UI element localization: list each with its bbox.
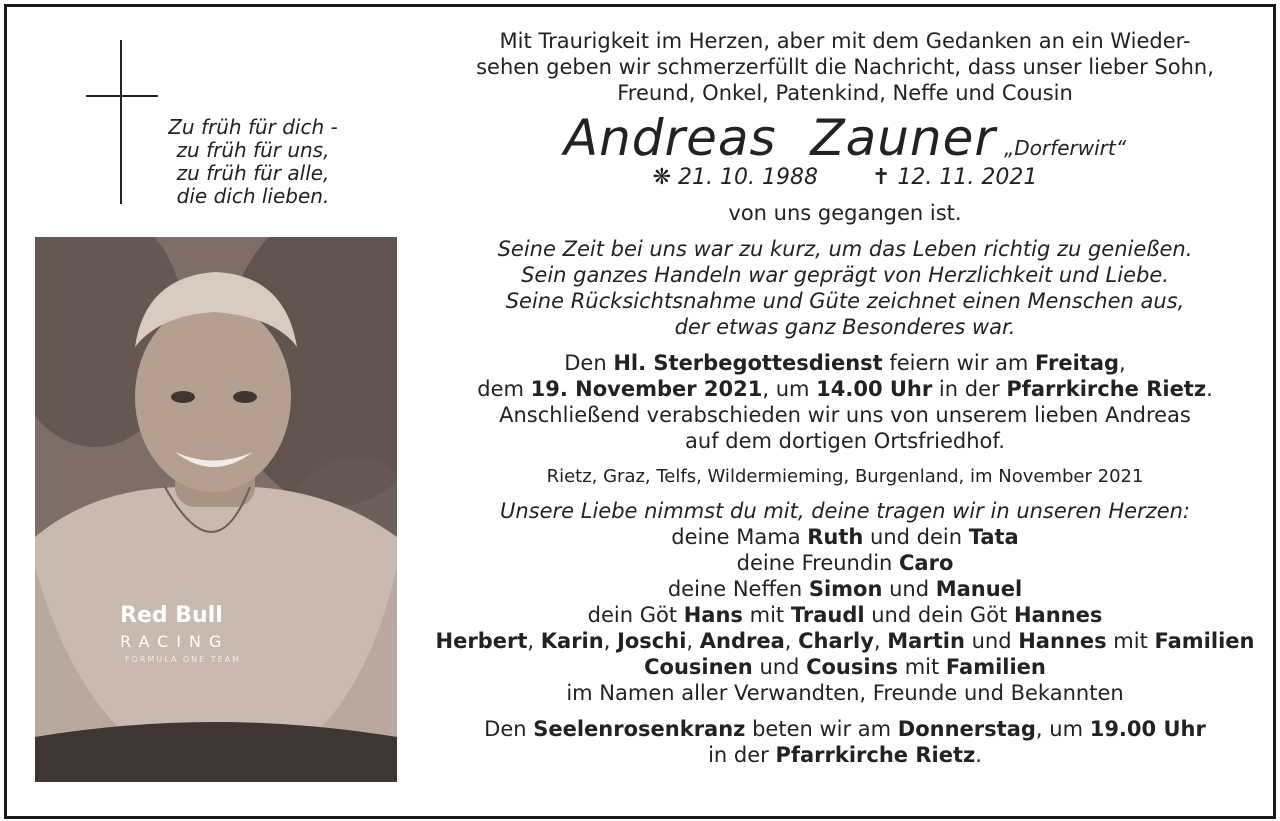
- birth-star-icon: ❋: [652, 165, 672, 190]
- portrait-photo: [35, 237, 397, 782]
- mourner-line: dein Göt Hans mit Traudl und dein Göt Hannes: [587, 603, 1103, 627]
- birth-date: 21. 10. 1988: [678, 165, 818, 190]
- death-cross-icon: ✝: [872, 165, 891, 190]
- deceased-nickname: „Dorferwirt“: [1003, 136, 1127, 160]
- quote-line: Seine Rücksichtsnahme und Güte zeichnet einen Menschen aus,: [505, 289, 1185, 313]
- mourners-intro: Unsere Liebe nimmst du mit, deine tragen wir in unseren Herzen:: [499, 499, 1191, 523]
- rosary-line: Den Seelenrosenkranz beten wir am Donnerstag, um 19.00 Uhr: [484, 717, 1206, 741]
- quote-line: der etwas ganz Besonderes war.: [674, 315, 1016, 339]
- motto: [148, 116, 358, 208]
- cross-icon-horizontal: [86, 95, 158, 97]
- quote-line: Sein ganzes Handeln war geprägt von Herzlichkeit und Liebe.: [521, 263, 1169, 287]
- mourner-line: deine Mama Ruth und dein Tata: [671, 525, 1019, 549]
- intro-line: Mit Traurigkeit im Herzen, aber mit dem Gedanken an ein Wieder-: [499, 29, 1191, 53]
- motto-line: zu früh für alle,: [176, 161, 330, 185]
- mourner-line: deine Freundin Caro: [736, 551, 954, 575]
- death-date: 12. 11. 2021: [897, 165, 1038, 190]
- service-line: Anschließend verabschieden wir uns von unserem lieben Andreas: [499, 403, 1191, 427]
- service-line: dem 19. November 2021, um 14.00 Uhr in der Pfarrkirche Rietz.: [477, 377, 1213, 401]
- mourner-line: im Namen aller Verwandten, Freunde und Bekannten: [566, 681, 1124, 705]
- notice-text: [420, 28, 1270, 768]
- deceased-name: Andreas Zauner: [563, 109, 996, 167]
- name-row: [420, 109, 1270, 167]
- rosary: [420, 716, 1270, 768]
- mourner-line: Herbert, Karin, Joschi, Andrea, Charly, Martin und Hannes mit Familien: [435, 629, 1255, 653]
- mourners: [420, 498, 1270, 706]
- funeral-service: [420, 350, 1270, 454]
- motto-line: die dich lieben.: [176, 184, 330, 208]
- shirt-team-text: FORMULA ONE TEAM: [125, 655, 242, 664]
- place-date: Rietz, Graz, Telfs, Wildermieming, Burgenland, im November 2021: [546, 466, 1144, 487]
- service-line: Den Hl. Sterbegottesdienst feiern wir am Freitag,: [564, 351, 1126, 375]
- rosary-line: in der Pfarrkirche Rietz.: [708, 743, 982, 767]
- motto-line: zu früh für uns,: [176, 138, 330, 162]
- cross-icon-vertical: [120, 40, 122, 204]
- portrait-illustration: [35, 237, 397, 782]
- mourner-line: Cousinen und Cousins mit Familien: [644, 655, 1046, 679]
- intro-line: Freund, Onkel, Patenkind, Neffe und Cousin: [617, 81, 1073, 105]
- shirt-racing-text: RACING: [120, 632, 230, 651]
- quote: [420, 236, 1270, 340]
- mourner-line: deine Neffen Simon und Manuel: [667, 577, 1023, 601]
- service-line: auf dem dortigen Ortsfriedhof.: [685, 429, 1005, 453]
- gone-line: von uns gegangen ist.: [728, 201, 962, 225]
- motto-line: Zu früh für dich -: [168, 115, 338, 139]
- shirt-logo-text: Red Bull: [120, 603, 223, 628]
- life-dates: [420, 164, 1270, 192]
- intro-line: sehen geben wir schmerzerfüllt die Nachricht, dass unser lieber Sohn,: [476, 55, 1214, 79]
- quote-line: Seine Zeit bei uns war zu kurz, um das Leben richtig zu genießen.: [497, 237, 1193, 261]
